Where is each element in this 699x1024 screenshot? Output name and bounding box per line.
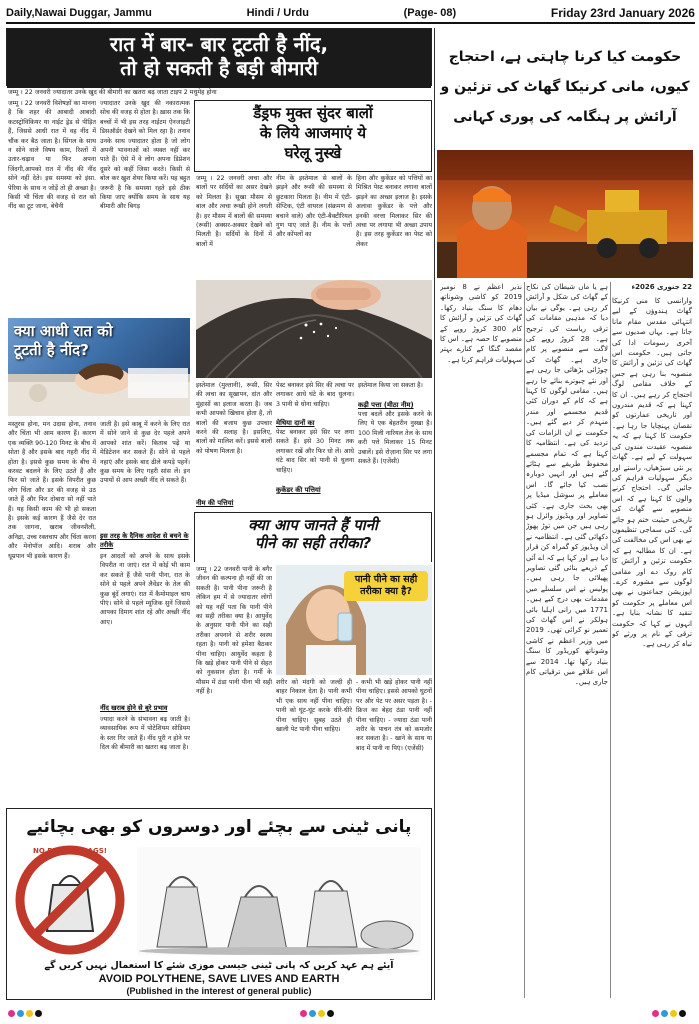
hair-lower-col2: पेस्ट बनाकर इसे सिर की त्वचा पर लगाकर आधे घंटे के बाद धुलना। 3 पानी से धोना चाहिए। — [276, 382, 354, 408]
hair-subhead-methi: मेथिया दानों का — [276, 419, 315, 427]
leader-and-bulldozer-illustration — [437, 150, 693, 278]
water-image-caption — [344, 571, 428, 601]
varanasi-ghat-image — [437, 150, 693, 278]
urdu-col-right: وارانسی کا منی کرنیکا گھاٹ ہندوؤں کے لیے انتہائی مقدس مقام مانا جاتا ہے۔ یہاں صدیوں سے آخری رسومات ادا کی جاتی ہیں۔ حکومت اس گھاٹ کی تزئین و آرائش کا منصوبہ بنا رہی ہے جس کے خلاف مقامی لوگ احتجاج کر رہے ہیں۔ ان کا کہنا ہے کہ قدیم مندروں اور تاریخی عمارتوں کو نقصان پہنچایا جا رہا ہے۔ حکومت کا کہنا ہے کہ یہ منصوبہ عقیدت مندوں کی سہولت کے لیے ہے۔ گھاٹ پر نئی سیڑھیاں، راستے اور دیگر سہولیات فراہم کی جائیں گی۔ احتجاج کرنے والوں کا کہنا ہے کہ اس منصوبے سے گھاٹ کی تاریخی حیثیت ختم ہو جائے گی۔ کئی سماجی تنظیموں نے بھی اس کی مخالفت کی ہے۔ ان کا مطالبہ ہے کہ حکومت تزئین و آرائش کا کام روک دے اور مقامی لوگوں سے مشورہ کرے۔ اپوزیشن جماعتوں نے بھی اس معاملے پر حکومت کو تنقید کا نشانہ بنایا ہے۔ انہوں نے کہا کہ حکومت ترقی کے نام پر ورثے کو تباہ کر رہی ہے۔ — [612, 297, 692, 649]
sleep-col2: ज्यादातर उनके खुद की नकारात्मक सोच की वजह से होता है। ख़ास तक कि बच्चों में भी इस तरह नाईटम ऐनजाइटी डिसऑर्डर देखने को मिल रहा है। तनाव उनके साथ ज्यादातर होता है जो लोग अपनी भावनाओं को व्यक्त नहीं कर पाते हैं। ऐसे में वे लोग अपना डिप्रेशन दूसरे को कहीं जिसा करते। किसी से बोल कर खुश शेयर किया करें। यह बहुत जरूरी है कि समस्या रहते इसे ठीक किया जाए क्योंकि समय के साथ यह बीमारी और बिगड़ — [100, 100, 190, 211]
registration-dot — [652, 1010, 659, 1017]
registration-dot — [327, 1010, 334, 1017]
ad-note: (Published in the interest of general public) — [126, 986, 312, 996]
ad-headline: پانی ٹینی سے بچئے اور دوسروں کو بھی بچائیے — [26, 817, 412, 837]
sleep-article-headline — [6, 28, 432, 86]
registration-marks-right — [652, 1010, 686, 1017]
registration-dot — [8, 1010, 15, 1017]
water-caption-line2: तरीका क्या है? — [360, 586, 412, 597]
sleep-col1: जम्मू । 22 जनवरी विशेषज्ञों का मानना है कि शहर की आबादी आबादी कटस्ट्रोविकियर या नाईट ड्रेड से पीड़ित हैं, जिससे आधी रात में वह नींद में चौंक कर बैठ जाता है। सिंगल के साथ न सोने वाले विषय काम, रिश्तों में उतार-चढ़ाव या फिर अपना जिंदगी,आपको रात में नींद की नींद सोने नहीं देते। इस समस्या को इंसा. पेरिया के साथ न जोड़ें तो ही अच्छा है। किसी भी चिंता की वजह से रात को नींद का टूट जाना, बेचैनी — [8, 100, 96, 211]
hair-lower-col2b: पेस्ट बनाकर इसे सिर पर लगा सकते हैं। इसे 30 मिनट तक लगाकर रखें और फिर धो लें। आधे घंटे बाद सिर को पानी से धुलना चाहिए। — [276, 429, 354, 474]
ad-urdu-line: آیئے ہم عہد کریں کہ پانی ٹینی جیسی موزی شئے کا استعمال نہیں کریں گے — [44, 960, 394, 971]
hair-col3: हिना और कुकेंडर को पत्तियों का मिश्रित पेस्ट बनाकर लगाना बालों झड़ने का अच्छा इलाज है। इसके अलावा कुकेंडर के पत्ते और इनकी वरत्ता मिलाकर सिर की त्वचा पर लगाया भी अच्छा उपाय है। इस तरह कुकेंडर का पेस्ट को लेकर — [356, 175, 432, 248]
hair-headline-line2: के लिये आजमाएं ये — [259, 124, 367, 142]
registration-dot — [17, 1010, 24, 1017]
registration-dot — [309, 1010, 316, 1017]
hair-lower-col2-wrap — [276, 381, 354, 508]
registration-dot — [35, 1010, 42, 1017]
column-divider — [434, 28, 435, 1000]
plastic-bags-illustration — [137, 847, 421, 955]
no-plastic-badge — [15, 845, 125, 955]
sleep-top-strip: जम्मू । 22 जनवरी ज्यादातर उनके खुद की बीमारी का खतरा बढ़ जाता टाइप 2 मधुमेह होना — [8, 89, 217, 96]
urdu-headline-line2: کیوں، مانی کرنیکا گھاٹ کی تزئین و — [440, 79, 690, 95]
water-caption-line1: पानी पीने का सही — [354, 574, 418, 585]
hair-subhead-curry-leaf: कढ़ी पत्ता (मीठा नीम) — [358, 401, 414, 409]
sleep-lower-col3: इन आदतों को अपने के साथ इसके विपरीत ना जाएं। रात में कोई भी काम कर सकते हैं जैसे पानी पीना, रात के सोने से पहले अपने लैवेंडर के तेल की कुछ बूंदें लगाएं। रात में कैमोमाइल चाय पीएं। सोने से पहले म्यूजिक सुनें जिससे आपका दिमाग शांत रहे और अच्छी नींद आए। — [100, 553, 190, 626]
dandruff-image — [196, 280, 432, 378]
urdu-col-left: نذیر اعظم نے 8 نومبر 2019 کو کاشی وشوناتھ دھام کا سنگ بنیاد رکھا۔ گھاٹ کی تزئین و آرائش کا کام 300 کروڑ روپے کے منصوبے کا حصہ ہے۔ اس کا مقصد گنگا کے کنارے بہتر سہولیات فراہم کرنا ہے۔ — [440, 283, 522, 364]
paper-name: Daily,Nawai Duggar, Jammu — [6, 7, 152, 19]
registration-marks-left — [8, 1010, 42, 1017]
hair-col2: नीम के इस्तेमाल से बालों के झड़ने और रूसी की समस्या से छुटकारा मिलता है। नीम में एंटी-सेप्टिक, एंटी वायरल (संक्रमण से बचाने वाले) और एंटी-बैक्टीरियल गुण पाए जाते हैं। नीम के पत्तों और कोंपलों का — [276, 175, 352, 239]
registration-dot — [300, 1010, 307, 1017]
hair-headline-line1: डैंड्रफ मुक्त सुंदर बालों — [253, 104, 373, 122]
hair-headline-line3: घरेलू नुस्खे — [284, 144, 342, 162]
sleep-image — [8, 318, 190, 416]
registration-dot — [679, 1010, 686, 1017]
water-col3: - कभी भी खड़े होकर पानी नहीं पीना चाहिए। इससे आपको घुटनों पर और पेट पर असर पड़ता है। - फ्रिज का बेहद ठंडा पानी नहीं पीना चाहिए। - ज्यादा ठंडा पानी शरीर के पाचन तंत्र को कमजोर कर सकता है। - खाने के साथ या बाद में पानी ना पिएं। (एजेंसी) — [356, 679, 432, 752]
language-label: Hindi / Urdu — [246, 7, 309, 19]
sleep-lower-col2-wrap — [100, 420, 190, 800]
urdu-col-mid: ہے یا ماں شیطان کی نکاح کے گھاٹ کی شکل و آرائش کر رہی ہے۔ یوگی نے بیان دیا کہ مذہبی مقامات کی ترقی ریاست کی ترجیح ہے۔ 28 کروڑ روپے کی لاگت سے منصوبے پر کام جاری ہے۔ گھاٹ کی چوڑائی بڑھائی جا رہی ہے اور نئے چبوترے بنائے جا رہے ہیں۔ مقامی لوگوں کا کہنا ہے کہ کام کے دوران کئی قدیم مجسمے اور مندر منہدم کر دیے گئے ہیں۔ حکومت نے ان الزامات کی تردید کی ہے۔ انتظامیہ کا کہنا ہے کہ تمام مجسمے محفوظ طریقے سے ہٹائے گئے ہیں اور انہیں دوبارہ نصب کیا جائے گا۔ اس معاملے پر سوشل میڈیا پر بھی بحث جاری ہے۔ کئی تصاویر اور ویڈیوز وائرل ہو رہی ہیں جن میں توڑ پھوڑ دکھائی گئی ہے۔ انتظامیہ نے ان ویڈیوز کو گمراہ کن قرار دیا ہے اور کہا ہے کہ اے آئی کے ذریعے بنائی گئی تصاویر پھیلائی جا رہی ہیں۔ پولیس نے اس سلسلے میں مقدمات بھی درج کیے ہیں۔ 1771 میں رانی اہلیا بائی ہولکر نے اس گھاٹ کی تعمیر نو کرائی تھی۔ 2019 میں وزیر اعظم نے کاشی وشوناتھ کوریڈور کا سنگ بنیاد رکھا تھا۔ 2014 سے اس علاقے میں ترقیاتی کام جاری ہیں۔ — [526, 283, 608, 687]
column-divider — [524, 282, 525, 998]
issue-date: Friday 23rd January 2026 — [550, 6, 695, 20]
sleep-image-caption: क्या आधी रात को टूटती है नींद? — [14, 322, 113, 359]
sleep-lower-col4: ज्यादा करने के संभावना बढ़ जाती है। व्यावसायिक रूप में पोटेशियम सोडियम के स्तर गिर जाते हैं। नींद पूरी न होने पर दिल की बीमारी का खतरा बढ़ जाता है। — [100, 716, 190, 752]
water-article-headline — [194, 512, 432, 562]
column-divider — [610, 282, 611, 998]
sleep-subhead-effects: नींद खराब होने से बुरे प्रभाव — [100, 704, 168, 712]
sleep-lower-col2: जाती है। इसे काबू में करने के लिए रात में सोने जाने से कुछ देर पहले अपने आपको शांत करें। किताब पढ़ें या मेडिटेशन कर सकते हैं। सोने से पहले नहाएं और इसके बाद ढीले कपड़े पहनें। कुछ समय के लिए गहरी सांस लें। इन उपायों से आप अच्छी नींद ले सकते हैं। — [100, 421, 190, 485]
sleep-subhead-habits: इस तरह के दैनिक आदेश से बचने के तरीके — [100, 532, 189, 549]
hair-lower-col3-wrap — [358, 381, 432, 508]
sleep-headline-line1: रात में बार- बार टूटती है नींद, — [109, 32, 329, 56]
public-interest-ad — [6, 808, 432, 1000]
urdu-article-headline — [437, 42, 693, 142]
sleep-lower-col1: मस्तुरस होना, मन उदास होना, तनाव और चिंता भी आम कारण हैं। कारण एक व्यक्ति 90-120 मिनट के बीच में सोता है और इसके बाद गहरी नींद में होता है। इससे कुछ समय के बीच में करवट बदलने के लिए उठते हैं और फिर सो जाते हैं। इसके विपरीत कुछ लोग चिंता और डर की वजह से उठ जाते हैं और फिर दोबारा सो नहीं पाते हैं। यह किसी काम की भी हो सकता है। इसके कई कारण हैं जैसे देर रात तक जागना, खराब जीवनशैली, अनिद्रा, उच्च रक्तचाप और चिंता करना और मेनोपॉज आदि। शराब और धूम्रपान भी इसके कारण हैं। — [8, 421, 96, 560]
water-headline-line1: क्या आप जानते हैं पानी — [248, 516, 378, 534]
registration-dot — [318, 1010, 325, 1017]
hair-subhead-neem: नीम की पत्तियां — [196, 499, 234, 507]
hair-article-headline — [194, 100, 432, 172]
hair-col1: जम्मू । 22 जनवरी त्वचा और बालों पर सर्दियों का असर देखने को मिलता है। सूखा मौसम से बाल और त्वचा रूखी होने लगती है। हर मौसम में बालों की समस्या (रूसी) अक्सर-अक्सर देखने को मिलती है। सर्दियों के दिनों में बालों में — [196, 175, 272, 248]
registration-dot — [670, 1010, 677, 1017]
water-image — [276, 565, 432, 675]
hair-lower-col1: इस्तेमाल (मुल्तानी), रूसी, सिर की त्वचा का सूखापन, दांत और मुंहासों का इलाज करता है। जब कभी आपको खिचाव होता है, तो बालों की बजाय कुछ उपचार करने की सलाह है। इसलिए, बालों को मालिश करें। इससे बालों को पोषण मिलता है। — [196, 382, 272, 455]
registration-marks-center — [300, 1010, 334, 1017]
scalp-illustration — [196, 280, 432, 378]
page-number: (Page- 08) — [403, 7, 457, 19]
hair-subhead-cucumber: कुकेंडर की पत्तियां — [276, 486, 321, 494]
hair-lower-col3: इस्तेमाल किया जा सकता है। — [358, 382, 423, 389]
discarded-bags-illustration — [137, 847, 421, 955]
ad-english-line: AVOID POLYTHENE, SAVE LIVES AND EARTH — [98, 973, 340, 985]
registration-dot — [26, 1010, 33, 1017]
urdu-headline-line3: آرائش پر ہنگامہ کی پوری کہانی — [453, 109, 677, 125]
urdu-headline-line1: حکومت کیا کرنا چاہتی ہے، احتجاج — [448, 49, 682, 65]
no-plastic-label: NO PLASTIC BAGS! — [33, 847, 107, 855]
water-col1: जम्मू । 22 जनवरी पानी के बगैर जीवन की कल्पना ही नहीं की जा सकती है। पानी पीना जरूरी है लेकिन हम में से ज्यादातर लोगों को यह नहीं पता कि पानी पीने का सही तरीका क्या है। आयुर्वेद के अनुसार पानी पीने का सही तरीका अपनाने से शरीर स्वस्थ रहता है। पानी को हमेशा बैठकर पीना चाहिए। आयुर्वेद कहता है कि खड़े होकर पानी पीने से सेहत को नुकसान होता है। गर्मी के मौसम में ठंडा पानी पीना भी सही नहीं है। — [196, 566, 272, 696]
water-headline-line2: पीने का सही तरीका? — [254, 534, 372, 552]
water-col2: शरीर को मंदगी को जल्दी ही बाहर निकाल देता है। पानी कभी भी एक साथ नहीं पीना चाहिए। पानी को घूंट-घूंट करके धीरे-धीरे पीना चाहिए। सुबह उठते ही खाली पेट पानी पीना चाहिए। — [276, 679, 352, 734]
hair-lower-col3b: पत्ता बदलें और इसके करने के लिए ये एक बेहतरीन नुस्खा है। 100 मिली नारियल तेल के साथ करी पत्ते मिलाकर 15 मिनट उबालें। इसे रोज़ाना सिर पर लगा सकते हैं। (एजेंसी) — [358, 411, 432, 466]
urdu-col-right-date: 22 جنوری 2026ء — [631, 283, 692, 291]
registration-dot — [661, 1010, 668, 1017]
no-plastic-bag-icon — [15, 845, 125, 955]
sleep-headline-line2: तो हो सकती है बड़ी बीमारी — [120, 56, 318, 80]
masthead — [6, 4, 695, 24]
